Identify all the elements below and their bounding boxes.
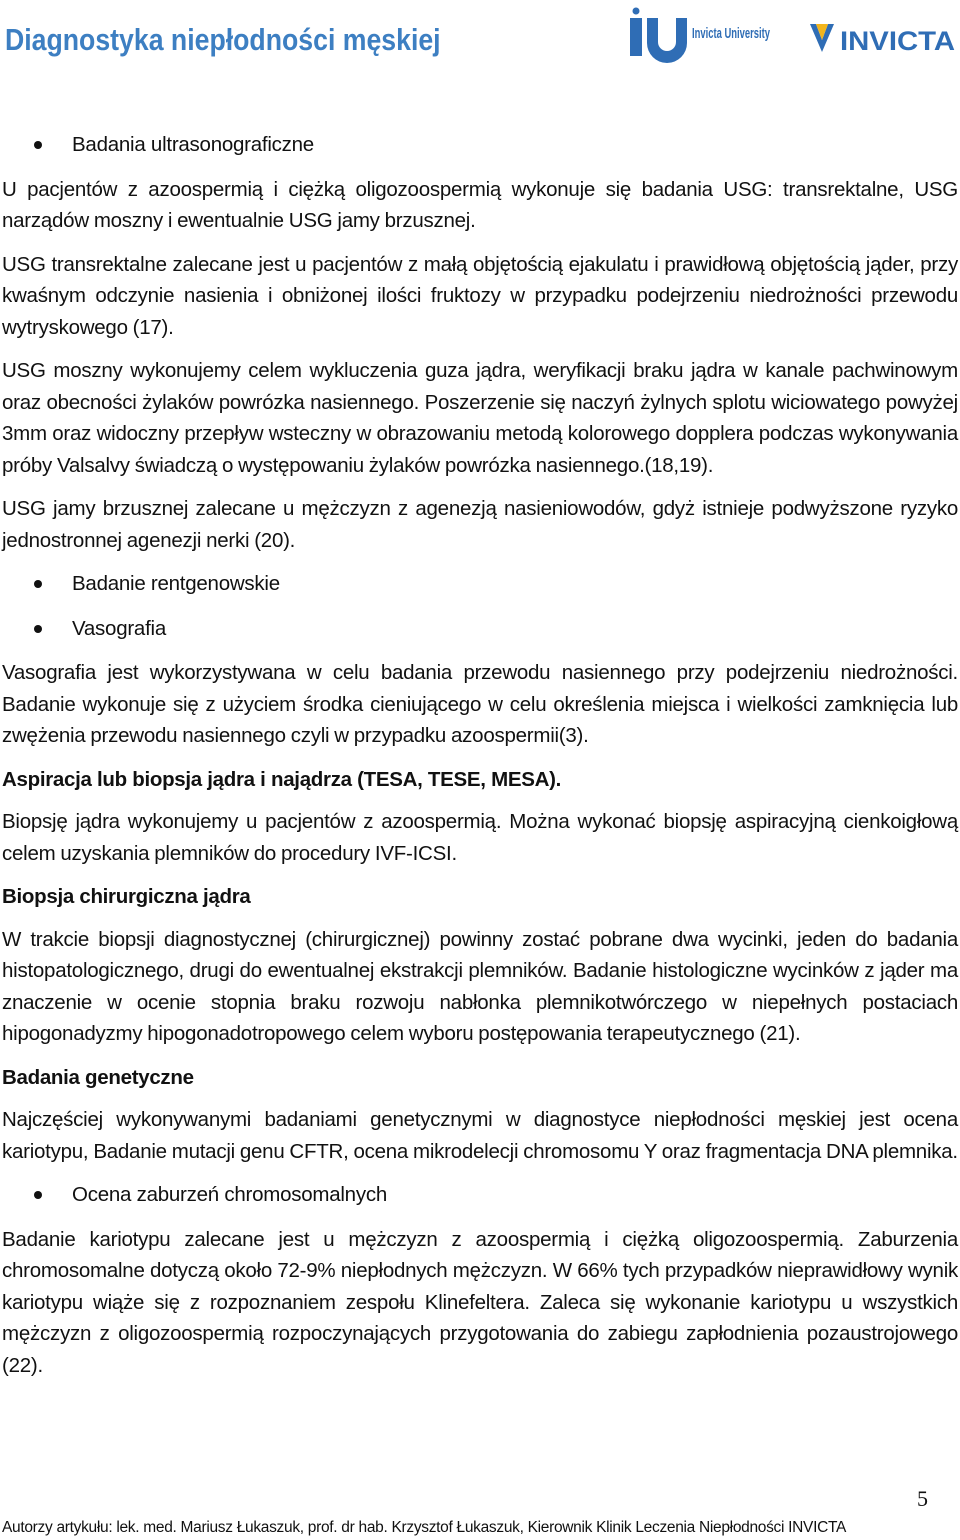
bullet-item: Vasografia [2,613,958,645]
section-heading: Aspiracja lub biopsja jądra i najądrza (TESA, TESE, MESA). [2,767,562,791]
paragraph: Biopsję jądra wykonujemy u pacjentów z azoospermią. Można wykonać biopsję aspiracyjną cienkoigłową celem uzyskania plemników do procedury IVF-ICSI. [2,810,958,865]
invicta-university-logo [630,8,775,68]
bullet-dot-icon [34,580,42,588]
paragraph: USG moszny wykonujemy celem wykluczenia guza jądra, weryfikacji braku jądra w kanale pachwinowym oraz obecności żylaków powrózka nasiennego. Poszerzenie się naczyń żylnych splotu wiciowatego powyżej 3mm oraz widoczny przepływ wsteczny w obrazowaniu metodą kolorowego dopplera podczas wykonywania próby Valsalvy świadczą o występowaniu żylaków powrózka nasiennego.(18,19). [2,359,958,477]
section-heading: Biopsja chirurgiczna jądra [2,885,251,908]
paragraph: Badanie kariotypu zalecane jest u mężczyzn z azoospermią i ciężką oligozoospermią. Zaburzenia chromosomalne dotyczą około 72-9% niepłodnych mężczyzn. W 66% tych przypadków nieprawidłowy wynik kariotypu wiąże się z rozpoznaniem zespołu Klinefeltera. Zaleca się wykonanie kariotypu u wszystkich mężczyzn z oligozoospermią rozpoczynających przygotowania do zabiegu zapłodnienia pozaustrojowego (22). [2,1227,958,1377]
paragraph: USG transrektalne zalecane jest u pacjentów z małą objętością ejakulatu i prawidłową objętością jąder, przy kwaśnym odczynie nasienia i obniżonej ilości fruktozy w przypadku podejrzeniu niedrożności przewodu wytryskowego (17). [2,252,958,339]
bullet-item: Badania ultrasonograficzne [2,129,958,161]
logo-invicta-text: INVICTA [840,26,955,56]
page-number: 5 [917,1486,928,1511]
invicta-logo [808,18,958,58]
bullet-dot-icon [34,1191,42,1199]
logo-iu-text: Invicta University [692,25,771,42]
paragraph: W trakcie biopsji diagnostycznej (chirurgicznej) powinny zostać pobrane dwa wycinki, jeden do badania histopatologicznego, drugi do ewentualnej ekstrakcji plemników. Badanie histologiczne wycinków z jąder ma znaczenie w ocenie stopnia braku rozwoju nabłonka plemnikotwórczego w niepełnych postaciach hipogonadyzmy hipogonadotropowego celem wyboru postępowania terapeutycznego (21). [2,927,958,1045]
article-body [2,129,958,1393]
bullet-dot-icon [34,625,42,633]
paragraph: Vasografia jest wykorzystywana w celu badania przewodu nasiennego przy podejrzeniu niedrożności. Badanie wykonuje się z użyciem środka cieniującego w celu określenia miejsca i wielkości zamknięcia lub zwężenia przewodu nasiennego czyli w przypadku azoospermii(3). [2,661,958,747]
bullet-item: Ocena zaburzeń chromosomalnych [2,1179,958,1211]
page-title: Diagnostyka niepłodności męskiej [5,22,441,57]
paragraph: U pacjentów z azoospermią i ciężką oligozoospermią wykonuje się badania USG: transrektalne, USG narządów moszny i ewentualnie USG jamy brzusznej. [2,177,958,232]
bullet-item: Badanie rentgenowskie [2,568,958,600]
bullet-dot-icon [34,141,42,149]
paragraph: Najczęściej wykonywanymi badaniami genetycznymi w diagnostyce niepłodności męskiej jest ocena kariotypu, Badanie mutacji genu CFTR, ocena mikrodelecji chromosomu Y oraz fragmentacja DNA plemnika. [2,1108,958,1163]
paragraph: USG jamy brzusznej zalecane u mężczyzn z agenezją nasieniowodów, gdyż istnieje podwyższone ryzyko jednostronnej agenezji nerki (20). [2,497,958,552]
page-header [0,0,960,80]
section-heading: Badania genetyczne [2,1065,194,1089]
footer-authors: Autorzy artykułu: lek. med. Mariusz Łukaszuk, prof. dr hab. Krzysztof Łukaszuk, Kierownik Klinik Leczenia Niepłodności INVICTA [2,1519,847,1536]
